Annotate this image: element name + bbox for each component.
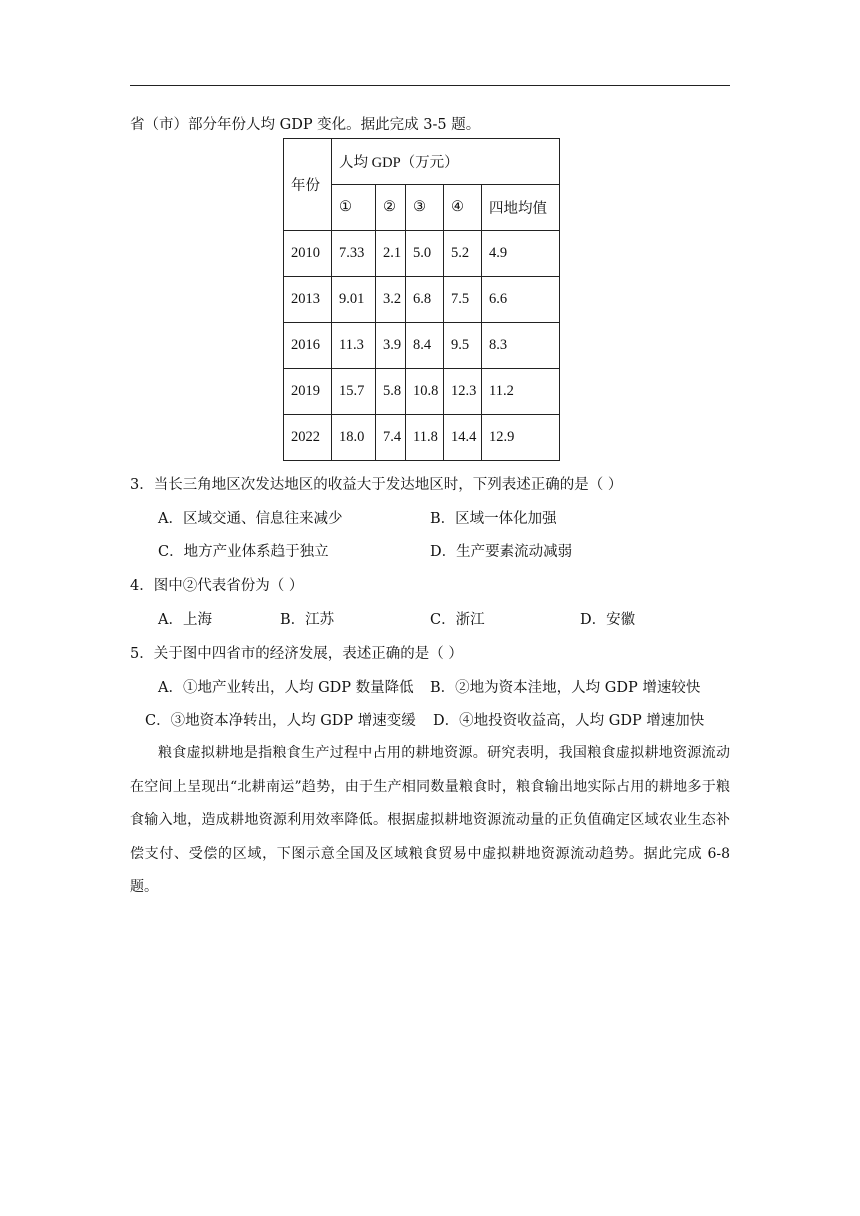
table-cell: 5.0 — [406, 231, 444, 277]
question-4-option-b[interactable]: B．江苏 — [280, 612, 335, 628]
table-cell: 2019 — [284, 369, 332, 415]
table-cell: 7.33 — [332, 231, 376, 277]
table-cell: 7.5 — [444, 277, 482, 323]
question-3-option-a[interactable]: A．区域交通、信息往来减少 — [158, 511, 343, 527]
question-3-option-b[interactable]: B．区域一体化加强 — [430, 511, 557, 527]
table-cell: 9.01 — [332, 277, 376, 323]
column-header: 四地均值 — [482, 185, 560, 231]
table-cell: 12.3 — [444, 369, 482, 415]
question-4-stem: 4．图中②代表省份为（ ） — [130, 578, 304, 594]
table-cell: 5.8 — [376, 369, 406, 415]
table-row — [284, 415, 560, 461]
question-5-option-c[interactable]: C．③地资本净转出，人均 GDP 增速变缓 — [145, 713, 416, 729]
question-5-option-d[interactable]: D．④地投资收益高，人均 GDP 增速加快 — [433, 713, 705, 729]
table-cell: 7.4 — [376, 415, 406, 461]
header-rule — [130, 85, 730, 86]
table-cell: 18.0 — [332, 415, 376, 461]
table-cell: 2016 — [284, 323, 332, 369]
table-cell: 2013 — [284, 277, 332, 323]
table-cell: 12.9 — [482, 415, 560, 461]
question-5-option-a[interactable]: A．①地产业转出，人均 GDP 数量降低 — [158, 680, 414, 696]
table-cell: 2010 — [284, 231, 332, 277]
table-cell: 2.1 — [376, 231, 406, 277]
table-cell: 9.5 — [444, 323, 482, 369]
question-5-option-b[interactable]: B．②地为资本洼地，人均 GDP 增速较快 — [430, 680, 701, 696]
question-4-option-d[interactable]: D．安徽 — [580, 612, 636, 628]
column-header: ② — [376, 185, 406, 231]
table-cell: 14.4 — [444, 415, 482, 461]
gdp-header: 人均 GDP（万元） — [332, 139, 560, 185]
table-cell: 8.4 — [406, 323, 444, 369]
table-cell: 11.8 — [406, 415, 444, 461]
table-cell: 5.2 — [444, 231, 482, 277]
column-header: ① — [332, 185, 376, 231]
table-cell: 4.9 — [482, 231, 560, 277]
question-3-option-c[interactable]: C．地方产业体系趋于独立 — [158, 544, 329, 560]
table-cell: 6.8 — [406, 277, 444, 323]
table-cell: 11.2 — [482, 369, 560, 415]
table-cell: 8.3 — [482, 323, 560, 369]
table-cell: 3.9 — [376, 323, 406, 369]
paragraph-text: 粮食虚拟耕地是指粮食生产过程中占用的耕地资源。研究表明，我国粮食虚拟耕地资源流动在空间上呈现出“北耕南运”趋势，由于生产相同数量粮食时，粮食输出地实际占用的耕地多于粮食输入地，造成耕地资源利用效率降低。根据虚拟耕地资源流动量的正负值确定区域农业生态补偿支付、受偿的区域，下图示意全国及区域粮食贸易中虚拟耕地资源流动趋势。据此完成 6-8 题。 — [130, 745, 730, 895]
question-4-option-a[interactable]: A．上海 — [158, 612, 212, 628]
reading-paragraph — [130, 737, 730, 905]
table-row — [284, 231, 560, 277]
column-header: ③ — [406, 185, 444, 231]
question-4-option-c[interactable]: C．浙江 — [430, 612, 485, 628]
table-cell: 10.8 — [406, 369, 444, 415]
table-row — [284, 369, 560, 415]
intro-text: 省（市）部分年份人均 GDP 变化。据此完成 3-5 题。 — [130, 117, 481, 133]
question-3-option-d[interactable]: D．生产要素流动减弱 — [430, 544, 573, 560]
question-5-stem: 5．关于图中四省市的经济发展，表述正确的是（ ） — [130, 646, 463, 662]
table-cell: 11.3 — [332, 323, 376, 369]
table-cell: 15.7 — [332, 369, 376, 415]
table-row — [284, 323, 560, 369]
table-cell: 6.6 — [482, 277, 560, 323]
question-3-stem: 3．当长三角地区次发达地区的收益大于发达地区时，下列表述正确的是（ ） — [130, 477, 623, 493]
table-cell: 3.2 — [376, 277, 406, 323]
column-header: ④ — [444, 185, 482, 231]
year-header: 年份 — [284, 139, 332, 231]
table-cell: 2022 — [284, 415, 332, 461]
gdp-table — [283, 138, 560, 461]
table-row — [284, 277, 560, 323]
